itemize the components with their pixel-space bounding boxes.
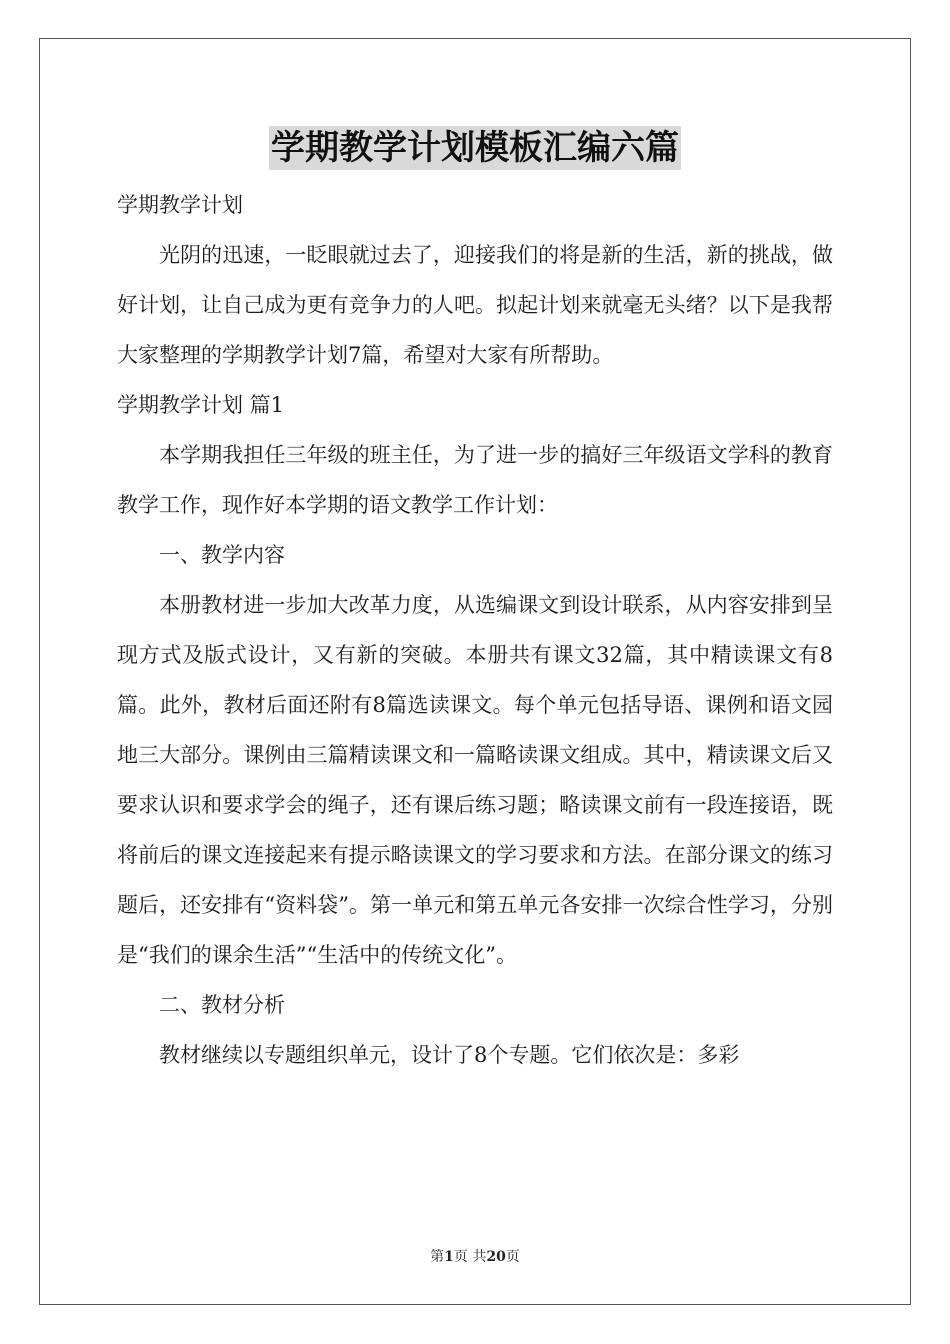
- footer-prefix: 第: [430, 1249, 445, 1265]
- section-intro-paragraph: 本学期我担任三年级的班主任，为了进一步的搞好三年级语文学科的教育教学工作，现作好本学期的语文教学工作计划：: [117, 443, 833, 517]
- title-wrap: [117, 126, 833, 176]
- document-subtitle: 学期教学计划: [117, 193, 243, 217]
- footer-total-pages: 20: [486, 1249, 506, 1265]
- footer-suffix: 页: [505, 1249, 520, 1265]
- heading-textbook-analysis: 二、教材分析: [159, 993, 285, 1017]
- heading-teaching-content: 一、教学内容: [159, 543, 285, 567]
- section-label: 学期教学计划 篇1: [117, 393, 285, 417]
- page-footer: [0, 1247, 950, 1267]
- teaching-content-paragraph: 本册教材进一步加大改革力度，从选编课文到设计联系，从内容安排到呈现方式及版式设计，又有新的突破。本册共有课文32篇，其中精读课文有8篇。此外，教材后面还附有8篇选读课文。每个单元包括导语、课例和语文园地三大部分。课例由三篇精读课文和一篇略读课文组成。其中，精读课文后又要求认识和要求学会的绳子，还有课后练习题；略读课文前有一段连接语，既将前后的课文连接起来有提示略读课文的学习要求和方法。在部分课文的练习题后，还安排有“资料袋”。第一单元和第五单元各安排一次综合性学习，分别是“我们的课余生活”“生活中的传统文化”。: [117, 593, 833, 967]
- document-body: [117, 126, 833, 1080]
- document-title: 学期教学计划模板汇编六篇: [271, 128, 679, 168]
- footer-mid: 页 共: [453, 1249, 487, 1265]
- textbook-analysis-paragraph: 教材继续以专题组织单元，设计了8个专题。它们依次是：多彩: [159, 1043, 740, 1067]
- footer-current-page: 1: [444, 1249, 454, 1265]
- intro-paragraph: 光阴的迅速，一眨眼就过去了，迎接我们的将是新的生活，新的挑战，做好计划，让自己成为更有竞争力的人吧。拟起计划来就毫无头绪？以下是我帮大家整理的学期教学计划7篇，希望对大家有所帮助。: [117, 243, 833, 367]
